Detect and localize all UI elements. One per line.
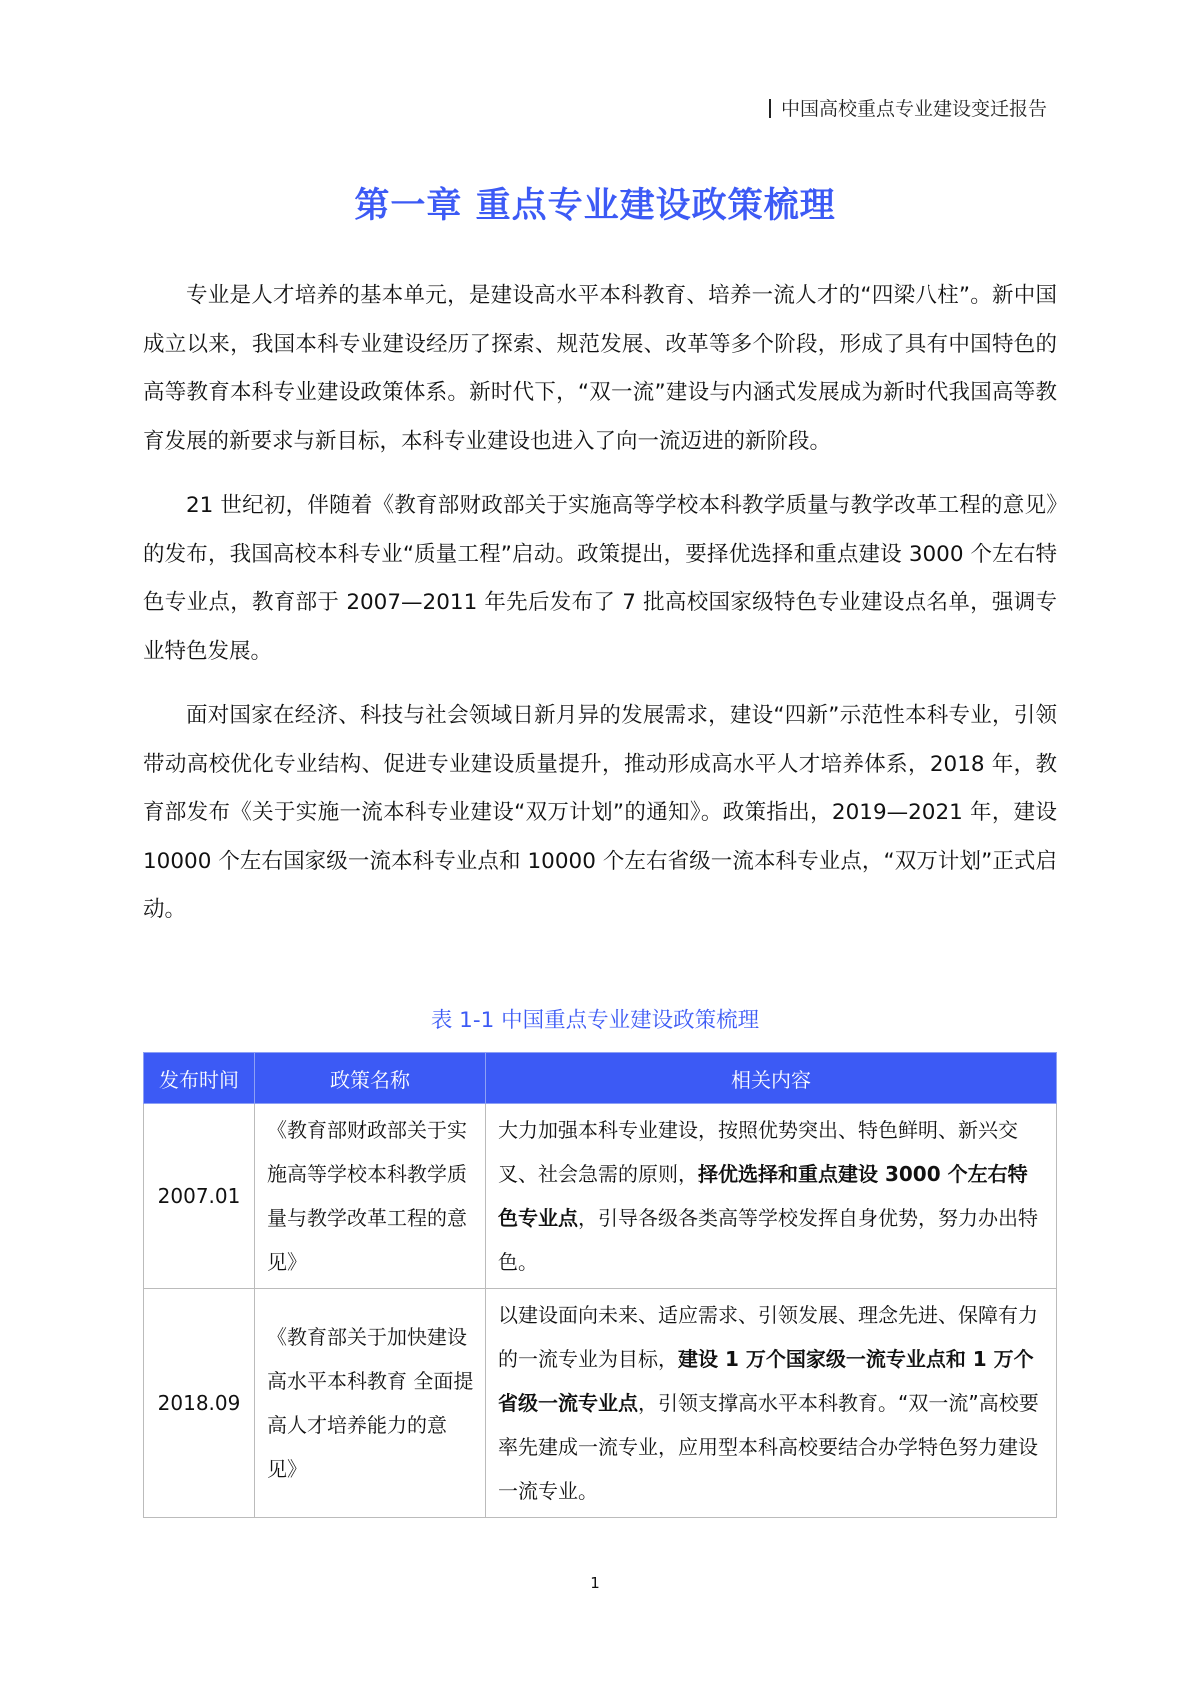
column-header: 政策名称 xyxy=(255,1053,486,1104)
table-row xyxy=(144,1289,1057,1518)
column-header: 相关内容 xyxy=(486,1053,1057,1104)
content-cell xyxy=(486,1289,1057,1518)
table-row xyxy=(144,1104,1057,1289)
content-cell xyxy=(486,1104,1057,1289)
page-number: 1 xyxy=(590,1574,600,1592)
column-header: 发布时间 xyxy=(144,1053,255,1104)
date-cell: 2018.09 xyxy=(144,1289,255,1518)
policy-name-cell: 《教育部财政部关于实施高等学校本科教学质量与教学改革工程的意见》 xyxy=(255,1104,486,1289)
body-text xyxy=(143,272,1057,951)
table-header-row xyxy=(144,1053,1057,1104)
content-text: 以建设面向未来、适应需求、引领发展、理念先进、保障有力的一流专业为目标， xyxy=(498,1303,1038,1371)
running-header xyxy=(769,94,1047,121)
content-text: ，引导各级各类高等学校发挥自身优势，努力办出特色。 xyxy=(498,1206,1038,1274)
policy-table xyxy=(143,1052,1057,1518)
content-highlight: 建设 1 万个国家级一流专业点和 1 万个省级一流专业点 xyxy=(498,1347,1034,1415)
paragraph: 专业是人才培养的基本单元，是建设高水平本科教育、培养一流人才的“四梁八柱”。新中国成立以来，我国本科专业建设经历了探索、规范发展、改革等多个阶段，形成了具有中国特色的高等教育本科专业建设政策体系。新时代下，“双一流”建设与内涵式发展成为新时代我国高等教育发展的新要求与新目标，本科专业建设也进入了向一流迈进的新阶段。 xyxy=(143,283,1057,454)
paragraph: 21 世纪初，伴随着《教育部财政部关于实施高等学校本科教学质量与教学改革工程的意见》的发布，我国高校本科专业“质量工程”启动。政策提出，要择优选择和重点建设 3000 个左右特色专业点，教育部于 2007—2011 年先后发布了 7 批高校国家级特色专业建设点名单，强调专业特色发展。 xyxy=(143,493,1057,664)
content-text: ，引领支撑高水平本科教育。“双一流”高校要率先建成一流专业，应用型本科高校要结合办学特色努力建设一流专业。 xyxy=(498,1391,1039,1503)
chapter-title: 第一章 重点专业建设政策梳理 xyxy=(354,186,836,226)
report-title: 中国高校重点专业建设变迁报告 xyxy=(780,98,1047,120)
policy-name-cell: 《教育部关于加快建设高水平本科教育 全面提高人才培养能力的意见》 xyxy=(255,1289,486,1518)
content-text: 大力加强本科专业建设，按照优势突出、特色鲜明、新兴交叉、社会急需的原则， xyxy=(498,1118,1018,1186)
paragraph: 面对国家在经济、科技与社会领域日新月异的发展需求，建设“四新”示范性本科专业，引领带动高校优化专业结构、促进专业建设质量提升，推动形成高水平人才培养体系，2018 年，教育部发布《关于实施一流本科专业建设“双万计划”的通知》。政策指出，2019—2021 年，建设 10000 个左右国家级一流本科专业点和 10000 个左右省级一流本科专业点，“双万计划”正式启动。 xyxy=(143,703,1057,922)
date-cell: 2007.01 xyxy=(144,1104,255,1289)
table-caption: 表 1-1 中国重点专业建设政策梳理 xyxy=(430,1008,760,1033)
header-divider xyxy=(769,99,771,118)
content-highlight: 择优选择和重点建设 3000 个左右特色专业点 xyxy=(498,1162,1028,1230)
